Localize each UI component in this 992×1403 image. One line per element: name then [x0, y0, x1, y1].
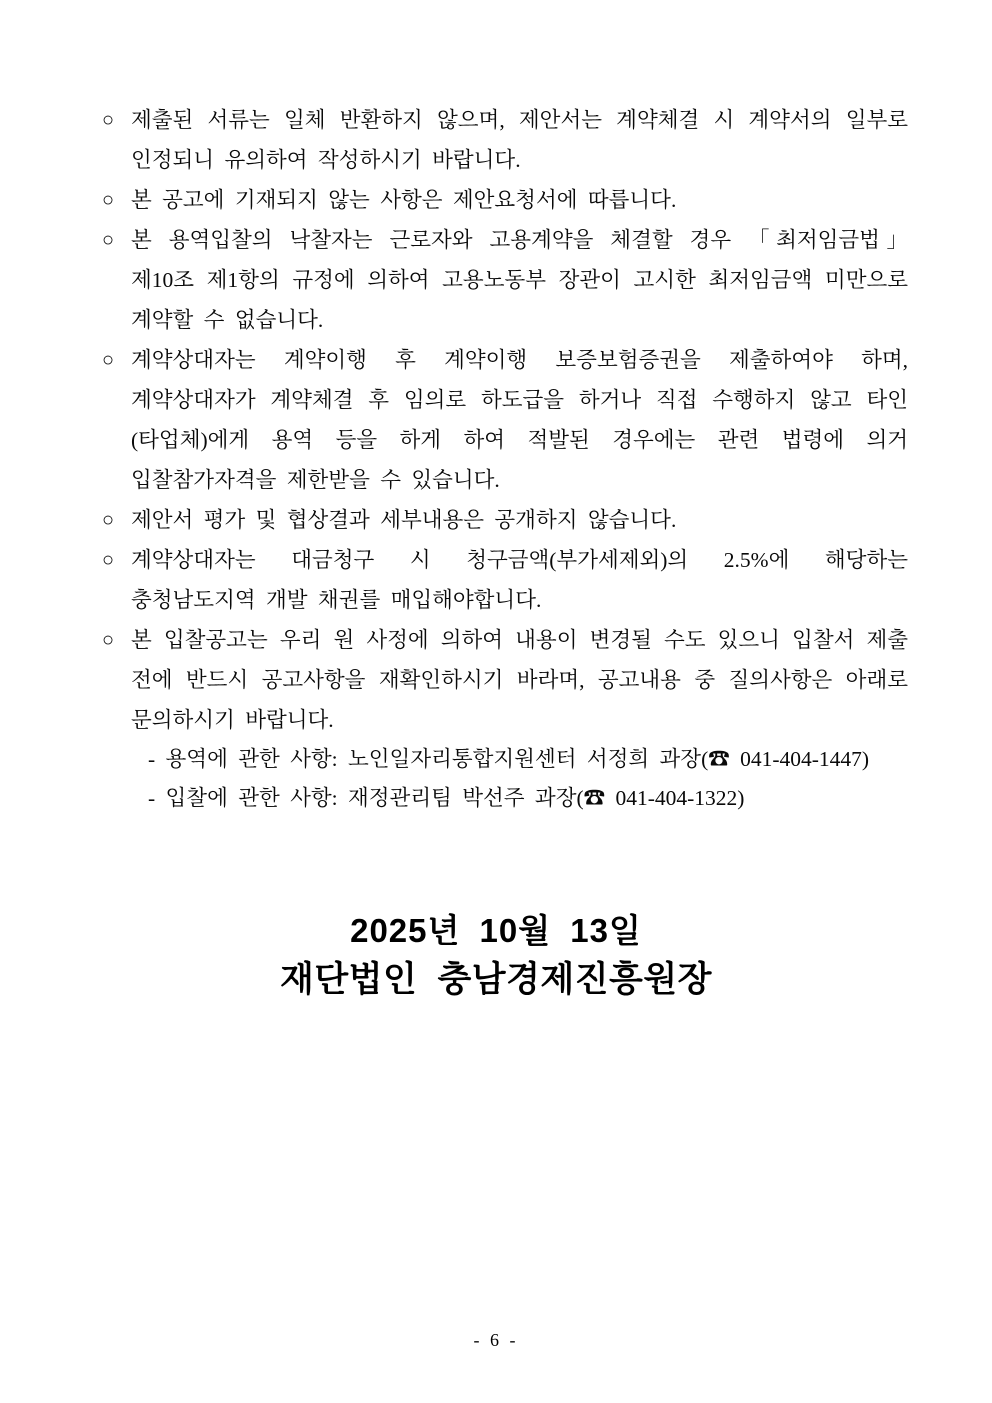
signoff-date: 2025년 10월 13일: [350, 912, 642, 949]
bullet-text: 제출된 서류는 일체 반환하지 않으며, 제안서는 계약체결 시 계약서의 일부로 인정되니 유의하여 작성하시기 바랍니다.: [131, 108, 908, 172]
signoff-block: [0, 906, 992, 1005]
bullet-item-performance-bond: [102, 340, 908, 500]
contact-line-service: - 용역에 관한 사항: 노인일자리통합지원센터 서정희 과장(☎ 041-404-1447): [148, 747, 870, 771]
bullet-text: 본 용역입찰의 낙찰자는 근로자와 고용계약을 체결할 경우 「최저임금법」 제10조 제1항의 규정에 의하여 고용노동부 장관이 고시한 최저임금액 미만으로 계약할 수 없습니다.: [131, 228, 908, 332]
bullet-text: 본 입찰공고는 우리 원 사정에 의하여 내용이 변경될 수도 있으니 입찰서 제출 전에 반드시 공고사항을 재확인하시기 바라며, 공고내용 중 질의사항은 아래로 문의하시기 바랍니다.: [131, 628, 908, 732]
contact-line-bidding: - 입찰에 관한 사항: 재정관리팀 박선주 과장(☎ 041-404-1322): [148, 786, 745, 810]
circle-bullet-icon: ○: [102, 109, 115, 131]
bullet-item-minimum-wage: [102, 220, 908, 340]
bullet-text: 계약상대자는 대금청구 시 청구금액(부가세제외)의 2.5%에 해당하는 충청남도지역 개발 채권를 매입해야합니다.: [131, 548, 908, 612]
page-number: - 6 -: [473, 1330, 519, 1350]
bullet-item-regional-bond: [102, 540, 908, 620]
bullet-item-returned-documents: [102, 100, 908, 180]
notice-body: [102, 100, 908, 818]
circle-bullet-icon: ○: [102, 509, 115, 531]
bullet-item-notice-change: [102, 620, 908, 740]
circle-bullet-icon: ○: [102, 349, 115, 371]
circle-bullet-icon: ○: [102, 189, 115, 211]
bullet-item-unlisted-matters: [102, 180, 908, 220]
circle-bullet-icon: ○: [102, 629, 115, 651]
circle-bullet-icon: ○: [102, 229, 115, 251]
bullet-text: 제안서 평가 및 협상결과 세부내용은 공개하지 않습니다.: [131, 508, 677, 532]
bullet-text: 본 공고에 기재되지 않는 사항은 제안요청서에 따릅니다.: [131, 188, 677, 212]
circle-bullet-icon: ○: [102, 549, 115, 571]
page-footer: [0, 1330, 992, 1351]
bullet-text: 계약상대자는 계약이행 후 계약이행 보증보험증권을 제출하여야 하며, 계약상대자가 계약체결 후 임의로 하도급을 하거나 직접 수행하지 않고 타인(타업체)에게 용역 등을 하게 하여 적발된 경우에는 관련 법령에 의거 입찰참가자격을 제한받을 수 있습니다.: [131, 348, 908, 492]
bullet-item-evaluation-confidential: [102, 500, 908, 540]
signoff-issuer: 재단법인 충남경제진흥원장: [280, 960, 712, 999]
